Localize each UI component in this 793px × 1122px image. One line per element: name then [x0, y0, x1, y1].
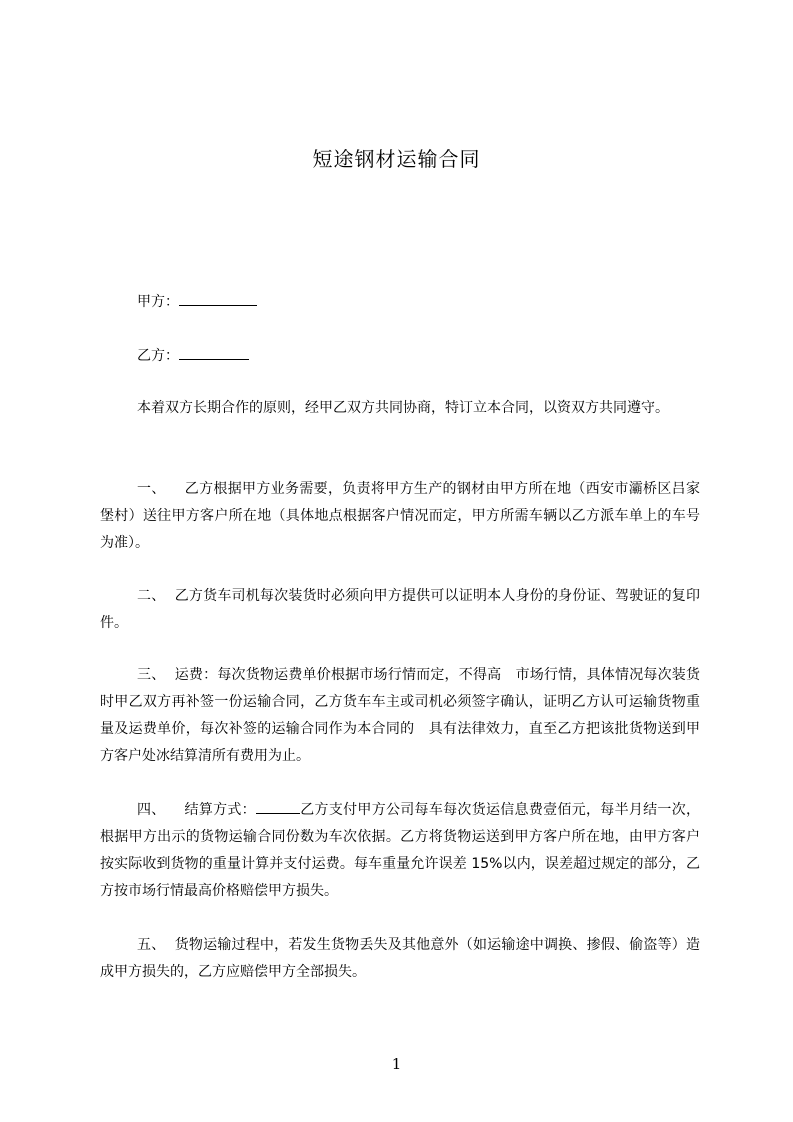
clause-1	[100, 476, 700, 557]
clause-text: 货物运输过程中，若发生货物丢失及其他意外（如运输途中调换、掺假、偷盗等）造成甲方损失的，乙方应赔偿甲方全部损失。	[100, 937, 701, 980]
clause-number: 三、	[137, 667, 166, 683]
party-b-label: 乙方：	[137, 348, 179, 364]
clause-number: 五、	[137, 937, 166, 953]
page-title: 短途钢材运输合同	[312, 147, 481, 171]
clause-number: 四、	[137, 802, 166, 818]
clause-number: 二、	[137, 588, 166, 604]
clause-text: 乙方根据甲方业务需要，负责将甲方生产的钢材由甲方所在地（西安市灞桥区吕家堡村）送往甲方客户所在地（具体地点根据客户情况而定，甲方所需车辆以乙方派车单上的车号为准）。	[100, 481, 701, 551]
party-b-blank[interactable]	[179, 345, 249, 360]
clause-3	[100, 662, 700, 770]
clause-5	[100, 932, 700, 986]
clause-text-before-blank: 结算方式：	[184, 802, 256, 818]
clause-text: 运费：每次货物运费单价根据市场行情而定，不得高 市场行情，具体情况每次装货时甲乙双方再补签一份运输合同，乙方货车车主或司机必须签字确认，证明乙方认可运输货物重量及运费单价，每次补签的运输合同作为本合同的 具有法律效力，直至乙方把该批货物送到甲方客户处冰结算清所有费用为止。	[100, 667, 701, 764]
party-a-label: 甲方：	[137, 294, 179, 310]
party-b-line	[137, 345, 249, 365]
clause-4	[100, 797, 700, 905]
clause-text-after-blank: 乙方支付甲方公司每车每次货运信息费壹佰元，每半月结一次，根据甲方出示的货物运输合同份数为车次依据。乙方将货物运送到甲方客户所在地，由甲方客户按实际收到货物的重量计算并支付运费。每车重量允许误差 15%以内，误差超过规定的部分，乙方按市场行情最高价格赔偿甲方损失。	[100, 802, 700, 899]
clause-2	[100, 583, 700, 637]
page-number: 1	[391, 1055, 402, 1073]
party-a-line	[137, 291, 257, 311]
intro-paragraph: 本着双方长期合作的原则，经甲乙双方共同协商，特订立本合同，以资双方共同遵守。	[137, 400, 669, 416]
clause-text: 乙方货车司机每次装货时必须向甲方提供可以证明本人身份的身份证、驾驶证的复印件。	[100, 588, 701, 631]
settlement-blank[interactable]	[256, 800, 300, 814]
clause-number: 一、	[137, 481, 166, 497]
party-a-blank[interactable]	[179, 291, 257, 306]
